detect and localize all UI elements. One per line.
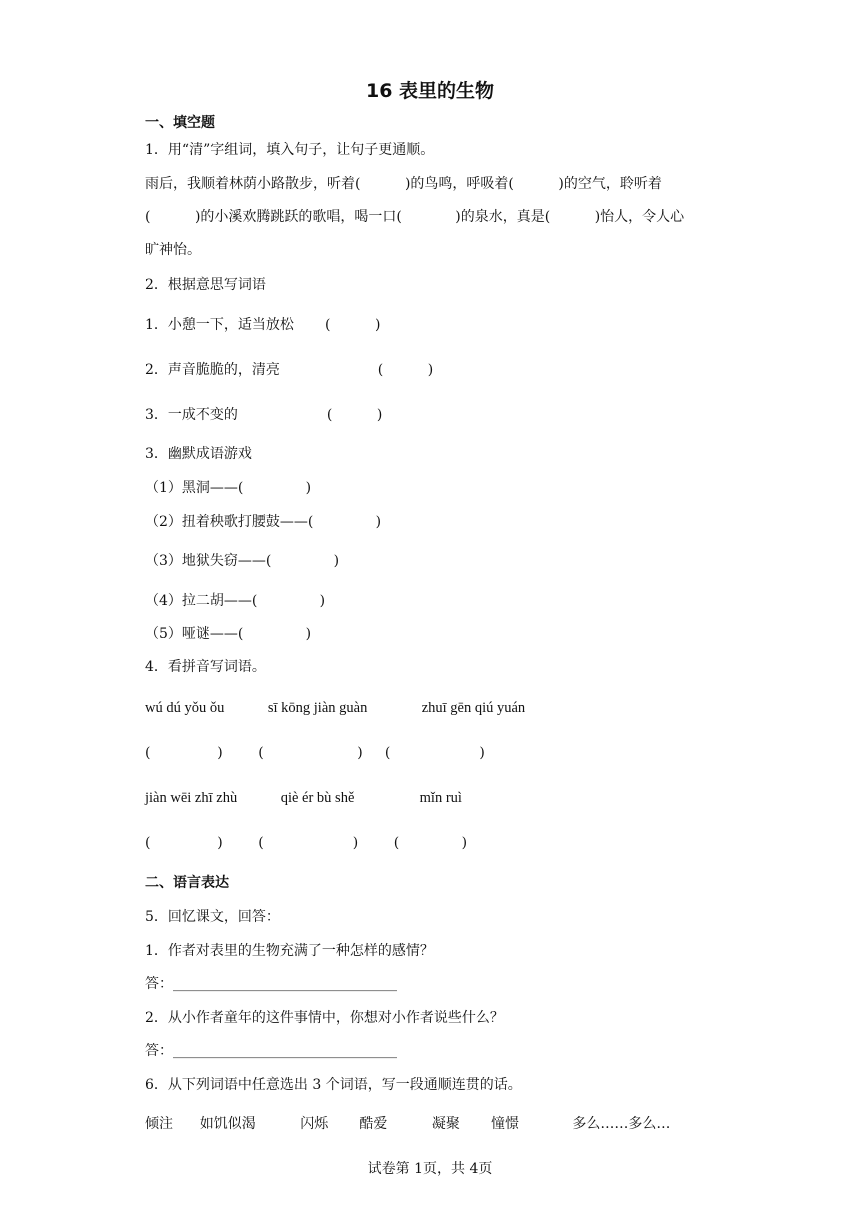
question-6-word-list: 倾注 如饥似渴 闪烁 酷爱 凝聚 憧憬 多么……多么… bbox=[145, 1116, 671, 1132]
question-2-stem: 2．根据意思写词语 bbox=[145, 277, 266, 293]
question-6-stem: 6．从下列词语中任意选出 3 个词语，写一段通顺连贯的话。 bbox=[145, 1077, 522, 1093]
question-3-item-2: （2）扭着秧歌打腰鼓——( ) bbox=[145, 514, 382, 530]
question-1-line-1: 雨后，我顺着林荫小路散步，听着( )的鸟鸣，呼吸着( )的空气，聆听着 bbox=[145, 176, 662, 192]
answer-blanks-row-1: ( ) ( ) ( ) bbox=[145, 745, 485, 761]
pinyin-row-1: wú dú yǒu ǒu sī kōng jiàn guàn zhuī gēn qiú yuán bbox=[145, 700, 526, 716]
question-2-item-2: 2．声音脆脆的，清亮 ( ) bbox=[145, 362, 434, 378]
question-1-stem: 1．用“清”字组词，填入句子，让句子更通顺。 bbox=[145, 142, 435, 158]
question-1-line-2: ( )的小溪欢腾跳跃的歌唱，喝一口( )的泉水，真是( )怡人，令人心 bbox=[145, 209, 685, 225]
page-title: 16 表里的生物 bbox=[365, 80, 495, 102]
question-4-stem: 4．看拼音写词语。 bbox=[145, 659, 266, 675]
question-5-stem: 5．回忆课文，回答： bbox=[145, 909, 280, 925]
page-footer: 试卷第 1页，共 4页 bbox=[367, 1161, 493, 1177]
question-2-item-3: 3．一成不变的 ( ) bbox=[145, 407, 383, 423]
question-3-item-1: （1）黑洞——( ) bbox=[145, 480, 312, 496]
question-2-item-1: 1．小憩一下，适当放松 ( ) bbox=[145, 317, 381, 333]
question-3-stem: 3．幽默成语游戏 bbox=[145, 446, 252, 462]
question-3-item-3: （3）地狱失窃——( ) bbox=[145, 553, 340, 569]
section-heading-fill-blank: 一、填空题 bbox=[145, 115, 215, 131]
question-3-item-5: （5）哑谜——( ) bbox=[145, 626, 312, 642]
answer-line-2: 答：________________________________ bbox=[145, 1043, 397, 1059]
pinyin-row-2: jiàn wēi zhī zhù qiè ér bù shě mǐn ruì bbox=[145, 790, 462, 806]
section-heading-expression: 二、语言表达 bbox=[145, 875, 229, 891]
question-1-line-3: 旷神怡。 bbox=[145, 242, 201, 258]
question-5-sub-2: 2．从小作者童年的这件事情中，你想对小作者说些什么？ bbox=[145, 1010, 504, 1026]
answer-line-1: 答：________________________________ bbox=[145, 976, 397, 992]
answer-blanks-row-2: ( ) ( ) ( ) bbox=[145, 835, 468, 851]
question-3-item-4: （4）拉二胡——( ) bbox=[145, 593, 326, 609]
question-5-sub-1: 1．作者对表里的生物充满了一种怎样的感情？ bbox=[145, 943, 434, 959]
